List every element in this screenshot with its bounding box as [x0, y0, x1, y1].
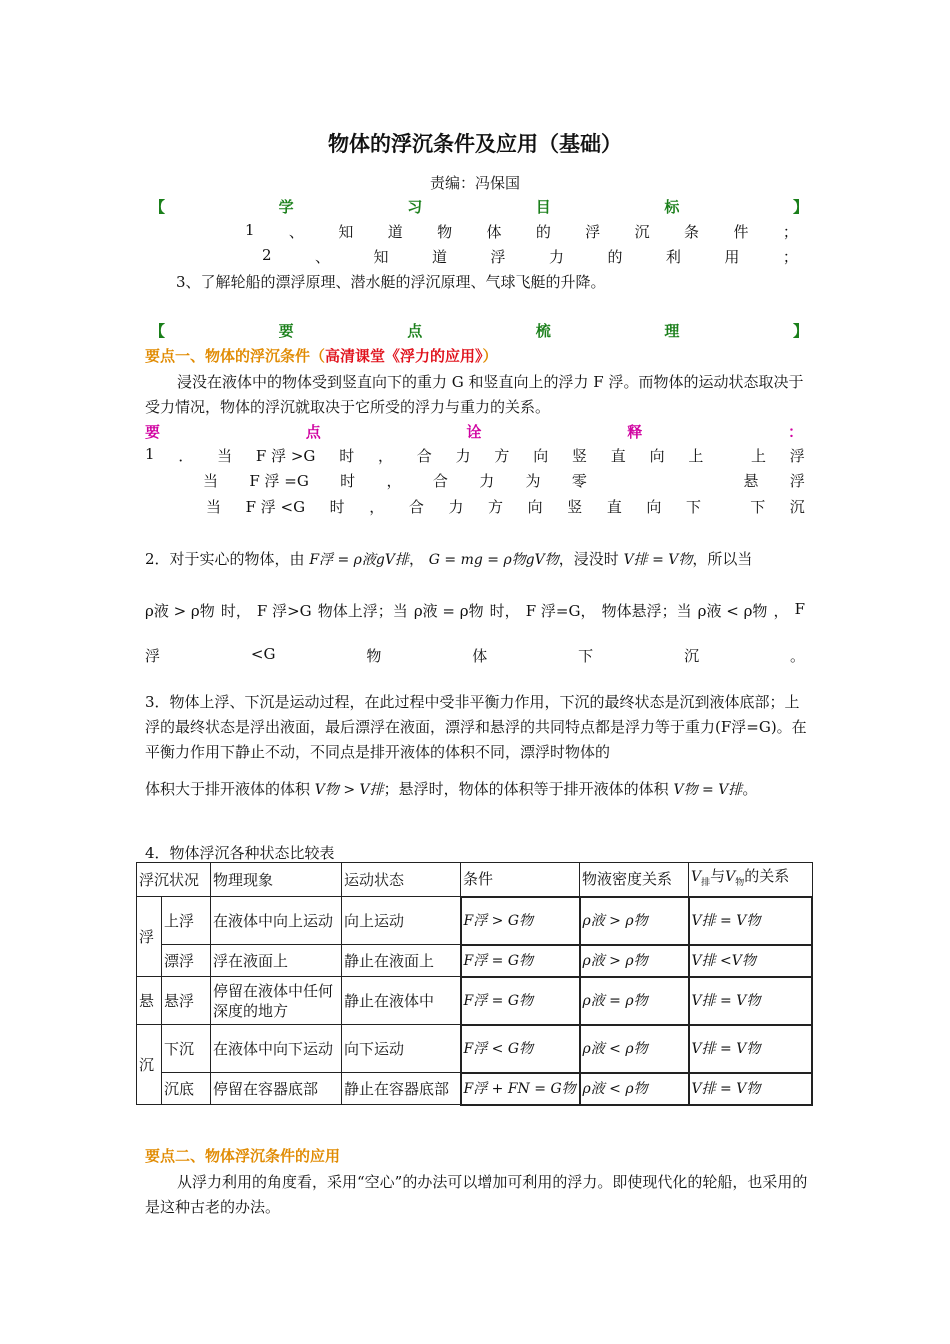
spread-char: 当: [206, 498, 222, 516]
table-header: 运动状态: [342, 863, 461, 897]
goal-1: [245, 221, 798, 242]
spread-char: ：: [787, 423, 803, 441]
spread-char: 要: [145, 423, 161, 441]
spread-char: 向: [649, 447, 665, 465]
spread-char: 、: [288, 223, 304, 241]
spread-char: 物体悬浮；当: [601, 602, 692, 620]
spread-char: 物体上浮；当: [317, 602, 408, 620]
point2-title: 要点二、物体浮沉条件的应用: [145, 1147, 341, 1165]
spread-char: F 浮 >G: [255, 447, 316, 465]
table-row: 漂浮 浮在液面上 静止在液面上 F浮 = G物 ρ液 > ρ物 V排 <V物: [137, 945, 813, 977]
spread-char: 时，: [489, 602, 520, 620]
spread-char: 悬: [743, 472, 759, 490]
formula-volume: V排 = V物: [623, 552, 693, 568]
points-header: [150, 320, 808, 341]
goal-3: 3、了解轮船的漂浮原理、潜水艇的浮沉原理、气球飞艇的升降。: [176, 273, 606, 291]
spread-char: 上: [750, 447, 766, 465]
spread-char: 道: [431, 248, 447, 266]
spread-char: 力: [455, 447, 471, 465]
spread-char: 梳: [535, 322, 551, 340]
spread-char: 合: [432, 472, 448, 490]
spread-char: ，: [369, 498, 385, 516]
spread-char: 【: [150, 198, 166, 216]
goal-2: [262, 246, 798, 267]
spread-char: 浮: [789, 447, 805, 465]
item-3-paragraph: 3．物体上浮、下沉是运动过程，在此过程中受非平衡力作用，下沉的最终状态是沉到液体底部；上浮的最终状态是浮出液面，最后漂浮在液面，漂浮和悬浮的共同特点都是浮力等于重力(F浮=G)。在平衡力作用下静止不动，不同点是排开液体的体积不同，漂浮时物体的: [145, 693, 807, 761]
spread-char: ρ液 > ρ物: [145, 602, 215, 620]
spread-char: 下: [750, 498, 766, 516]
point2-paragraph: 从浮力利用的角度看，采用“空心”的办法可以增加可利用的浮力。即使现代化的轮船，也采用的是这种古老的办法。: [145, 1173, 808, 1216]
comparison-table: [136, 862, 813, 1106]
spread-char: <G: [250, 645, 276, 663]
spread-char: 体: [472, 647, 488, 665]
spread-char: 点: [407, 322, 423, 340]
spread-char: 下: [686, 498, 702, 516]
item-2-line1: 2．对于实心的物体，由 F浮 = ρ液gV排， G = mg = ρ物gV物，浸没时 V排 = V物，所以当: [145, 550, 753, 568]
point1-title: 要点一、物体的浮沉条件（高清课堂《浮力的应用》）: [145, 347, 498, 365]
spread-char: 沉: [789, 498, 805, 516]
spread-char: ρ液 < ρ物: [697, 602, 768, 620]
spread-char: ，: [386, 472, 402, 490]
spread-char: 沉: [684, 647, 700, 665]
spread-char: 合: [416, 447, 432, 465]
spread-char: 力: [448, 498, 464, 516]
spread-char: 当: [217, 447, 233, 465]
editor-line: 责编：冯保国: [429, 174, 520, 192]
formula-gravity: G = mg = ρ物gV物: [428, 552, 559, 568]
spread-char: 当: [203, 472, 219, 490]
spread-char: 时: [329, 498, 345, 516]
spread-char: 浮: [789, 472, 805, 490]
spread-char: 1: [245, 221, 255, 239]
spread-char: 浮: [490, 248, 506, 266]
table-header: 条件: [461, 863, 580, 897]
spread-char: 点: [305, 423, 321, 441]
spread-char: 】: [792, 198, 808, 216]
spread-char: ．: [178, 447, 194, 465]
group-suspend: 悬: [137, 977, 162, 1025]
spread-char: F: [794, 600, 805, 618]
spread-char: 【: [150, 322, 166, 340]
table-row: 沉 下沉 在液体中向下运动 向下运动 F浮 < G物 ρ液 < ρ物 V排 = V物: [137, 1025, 813, 1073]
item-2-line2: [145, 600, 805, 621]
spread-char: 时: [339, 447, 355, 465]
spread-char: F 浮=G，: [525, 602, 596, 620]
spread-char: 下: [578, 647, 594, 665]
table-header: $V_排$与$V_物$的关系: [689, 863, 813, 897]
table-header: 物液密度关系: [580, 863, 689, 897]
spread-char: ；: [782, 248, 798, 266]
formula-buoyancy: F浮 = ρ液gV排: [309, 552, 409, 568]
spread-char: ，: [773, 602, 789, 620]
spread-char: 向: [527, 498, 543, 516]
table-header: 浮沉状况: [137, 863, 211, 897]
spread-char: 直: [606, 498, 622, 516]
spread-char: 的: [607, 248, 623, 266]
spread-char: 力: [548, 248, 564, 266]
spread-char: 2: [262, 246, 272, 264]
spread-char: 浮: [145, 647, 161, 665]
formula-suspend: V物 = V排: [673, 782, 743, 798]
spread-char: 条: [684, 223, 700, 241]
table-row: 浮 上浮 在液体中向上运动 向上运动 F浮 > G物 ρ液 > ρ物 V排 = V物: [137, 897, 813, 945]
item-3-last: 体积大于排开液体的体积 V物 > V排；悬浮时，物体的体积等于排开液体的体积 V物 = V排。: [145, 780, 758, 798]
spread-char: 力: [479, 472, 495, 490]
spread-char: 零: [571, 472, 587, 490]
table-row: 沉底 停留在容器底部 静止在容器底部 F浮 + FN = G物 ρ液 < ρ物 V排 = V物: [137, 1073, 813, 1105]
spread-char: 知: [373, 248, 389, 266]
spread-char: 诠: [466, 423, 482, 441]
point1-link[interactable]: 高清课堂《浮力的应用》: [325, 347, 483, 365]
spread-char: 时，: [220, 602, 251, 620]
spread-char: 件: [733, 223, 749, 241]
spread-char: 合: [408, 498, 424, 516]
spread-char: 的: [535, 223, 551, 241]
spread-char: 、: [315, 248, 331, 266]
spread-char: 标: [664, 198, 680, 216]
explain-header: [145, 421, 803, 442]
group-sink: 沉: [137, 1025, 162, 1105]
spread-char: ；: [782, 223, 798, 241]
item-2-line3: [145, 645, 805, 666]
spread-char: 沉: [634, 223, 650, 241]
spread-char: ，: [378, 447, 394, 465]
spread-char: 】: [792, 322, 808, 340]
spread-char: 物: [366, 647, 382, 665]
spread-char: 浮: [585, 223, 601, 241]
spread-char: 为: [525, 472, 541, 490]
formula-float: V物 > V排: [314, 782, 384, 798]
spread-char: 时: [340, 472, 356, 490]
spread-char: 道: [387, 223, 403, 241]
item-4-label: 4．物体浮沉各种状态比较表: [145, 844, 335, 862]
page-title: 物体的浮沉条件及应用（基础）: [328, 132, 622, 156]
point1-paragraph: 浸没在液体中的物体受到竖直向下的重力 G 和竖直向上的浮力 F 浮。而物体的运动状态取决于受力情况，物体的浮沉就取决于它所受的浮力与重力的关系。: [145, 373, 804, 416]
spread-char: 竖: [571, 447, 587, 465]
spread-char: 目: [535, 198, 551, 216]
spread-char: F 浮>G: [256, 602, 312, 620]
spread-char: F 浮 <G: [245, 498, 306, 516]
spread-char: 上: [688, 447, 704, 465]
spread-char: 要: [278, 322, 294, 340]
spread-char: 理: [664, 322, 680, 340]
spread-char: 利: [665, 248, 681, 266]
spread-char: F 浮 =G: [249, 472, 309, 490]
spread-char: 向: [533, 447, 549, 465]
goals-header: [150, 196, 808, 217]
spread-char: ρ液 = ρ物: [413, 602, 484, 620]
spread-char: 习: [407, 198, 423, 216]
spread-char: 方: [494, 447, 510, 465]
table-row: 悬 悬浮 停留在液体中任何深度的地方 静止在液体中 F浮 = G物 ρ液 = ρ物 V排 = V物: [137, 977, 813, 1025]
spread-char: 1: [145, 445, 155, 463]
spread-char: 竖: [567, 498, 583, 516]
spread-char: 学: [278, 198, 294, 216]
group-float: 浮: [137, 897, 162, 977]
spread-char: 知: [338, 223, 354, 241]
spread-char: 物: [437, 223, 453, 241]
spread-char: 方: [488, 498, 504, 516]
spread-char: 。: [789, 647, 805, 665]
condition-2: [203, 470, 805, 491]
spread-char: 体: [486, 223, 502, 241]
table-header: 物理现象: [211, 863, 342, 897]
condition-3: [206, 496, 805, 517]
spread-char: 直: [610, 447, 626, 465]
condition-1: [145, 445, 805, 466]
spread-char: 向: [646, 498, 662, 516]
spread-char: 释: [627, 423, 643, 441]
spread-char: 用: [724, 248, 740, 266]
